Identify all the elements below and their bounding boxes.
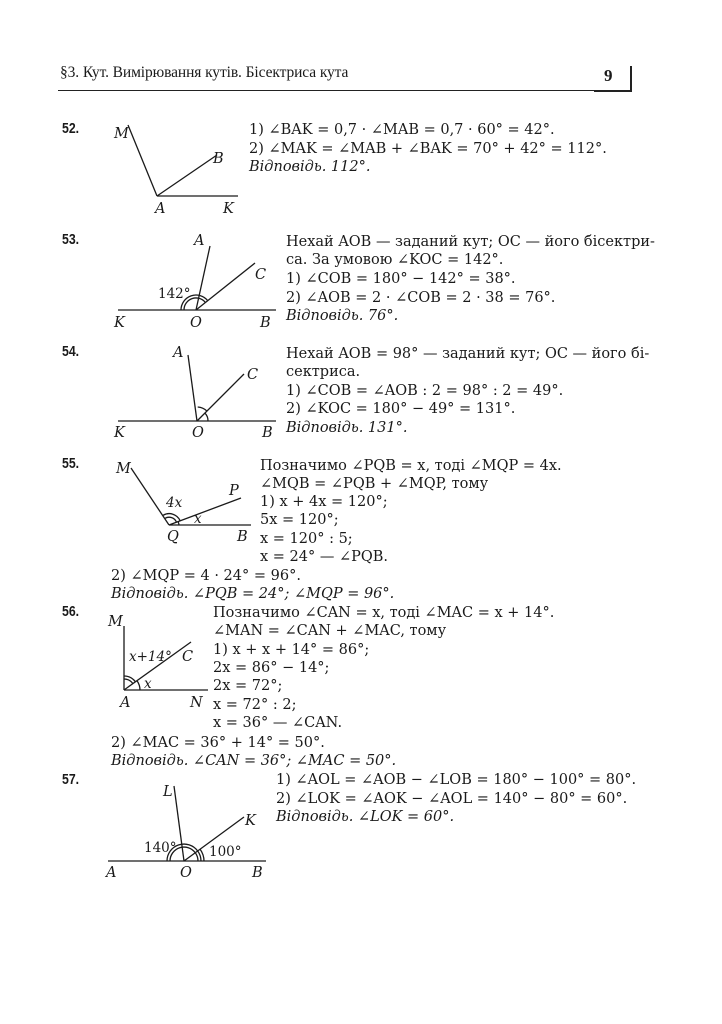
solution-line: Позначимо ∠CAN = x, тоді ∠MAC = x + 14°. bbox=[213, 605, 555, 621]
point-label: C bbox=[247, 367, 259, 383]
diagram-54 bbox=[118, 355, 276, 421]
solution-line: Нехай AOB — заданий кут; OC — його бісектри- bbox=[286, 234, 655, 250]
solution-line: 1) ∠AOL = ∠AOB − ∠LOB = 180° − 100° = 80°. bbox=[276, 772, 637, 788]
point-label: B bbox=[262, 425, 273, 441]
solution-line: Позначимо ∠PQB = x, тоді ∠MQP = 4x. bbox=[260, 458, 562, 474]
solution-line: 1) x + x + 14° = 86°; bbox=[213, 642, 370, 658]
point-label: M bbox=[116, 461, 131, 477]
problem-number: 56. bbox=[62, 603, 80, 620]
solution-line: x = 120° : 5; bbox=[260, 531, 353, 547]
problem-number: 55. bbox=[62, 455, 80, 472]
running-header: §3. Кут. Вимірювання кутів. Бісектриса кута bbox=[60, 64, 349, 81]
problem-number: 54. bbox=[62, 343, 80, 360]
solution-line: са. За умовою ∠KOC = 142°. bbox=[286, 252, 504, 268]
solution-line: x = 72° : 2; bbox=[213, 697, 297, 713]
point-label: O bbox=[180, 865, 192, 881]
solution-line: сектриса. bbox=[286, 364, 361, 380]
solution-line: x = 36° — ∠CAN. bbox=[213, 715, 343, 731]
answer-line: Відповідь. ∠LOK = 60°. bbox=[276, 809, 455, 825]
point-label: K bbox=[245, 813, 256, 829]
point-label: A bbox=[194, 233, 205, 249]
point-label: K bbox=[223, 201, 234, 217]
point-label: M bbox=[114, 126, 129, 142]
solution-line: ∠MAN = ∠CAN + ∠MAC, тому bbox=[213, 623, 447, 639]
problem-number: 57. bbox=[62, 771, 80, 788]
answer-line: Відповідь. ∠CAN = 36°; ∠MAC = 50°. bbox=[111, 753, 397, 769]
angle-label: 4x bbox=[166, 495, 183, 511]
solution-line: 5x = 120°; bbox=[260, 512, 339, 528]
solution-line: ∠MQB = ∠PQB + ∠MQP, тому bbox=[260, 476, 489, 492]
solution-line: 1) ∠BAK = 0,7 · ∠MAB = 0,7 · 60° = 42°. bbox=[249, 122, 555, 138]
answer-line: Відповідь. 112°. bbox=[249, 159, 371, 175]
point-label: A bbox=[120, 695, 131, 711]
solution-line: 2) ∠MAC = 36° + 14° = 50°. bbox=[111, 735, 325, 751]
problem-number: 52. bbox=[62, 120, 80, 137]
point-label: C bbox=[255, 267, 267, 283]
point-label: N bbox=[190, 695, 203, 711]
angle-label: 100° bbox=[209, 844, 242, 860]
page-number: 9 bbox=[604, 66, 613, 85]
angle-label: x+14° bbox=[129, 649, 172, 665]
point-label: O bbox=[192, 425, 204, 441]
point-label: A bbox=[106, 865, 117, 881]
solution-line: 1) ∠COB = ∠AOB : 2 = 98° : 2 = 49°. bbox=[286, 383, 564, 399]
angle-label: 140° bbox=[144, 840, 177, 856]
point-label: K bbox=[114, 425, 125, 441]
angle-label: x bbox=[144, 676, 152, 692]
solution-line: 2) ∠LOK = ∠AOK − ∠AOL = 140° − 80° = 60°. bbox=[276, 791, 628, 807]
angle-label: 142° bbox=[158, 286, 191, 302]
diagram-57 bbox=[108, 786, 266, 861]
diagram-53 bbox=[118, 246, 276, 310]
solution-line: 2x = 86° − 14°; bbox=[213, 660, 330, 676]
solution-line: 1) ∠COB = 180° − 142° = 38°. bbox=[286, 271, 516, 287]
solution-line: 2) ∠AOB = 2 · ∠COB = 2 · 38 = 76°. bbox=[286, 290, 556, 306]
solution-line: 1) x + 4x = 120°; bbox=[260, 494, 388, 510]
angle-label: x bbox=[194, 511, 202, 527]
solution-line: Нехай AOB = 98° — заданий кут; OC — його бі- bbox=[286, 346, 650, 362]
point-label: A bbox=[173, 345, 184, 361]
answer-line: Відповідь. 76°. bbox=[286, 308, 399, 324]
solution-line: 2) ∠KOC = 180° − 49° = 131°. bbox=[286, 401, 516, 417]
point-label: O bbox=[190, 315, 202, 331]
solution-line: 2x = 72°; bbox=[213, 678, 283, 694]
point-label: L bbox=[163, 784, 173, 800]
solution-line: 2) ∠MQP = 4 · 24° = 96°. bbox=[111, 568, 301, 584]
solution-line: 2) ∠MAK = ∠MAB + ∠BAK = 70° + 42° = 112°. bbox=[249, 141, 607, 157]
point-label: B bbox=[213, 151, 224, 167]
point-label: M bbox=[108, 614, 123, 630]
answer-line: Відповідь. ∠PQB = 24°; ∠MQP = 96°. bbox=[111, 586, 395, 602]
point-label: A bbox=[155, 201, 166, 217]
point-label: B bbox=[252, 865, 263, 881]
point-label: B bbox=[237, 529, 248, 545]
answer-line: Відповідь. 131°. bbox=[286, 420, 408, 436]
point-label: C bbox=[182, 649, 194, 665]
point-label: P bbox=[229, 483, 239, 499]
problem-number: 53. bbox=[62, 231, 80, 248]
solution-line: x = 24° — ∠PQB. bbox=[260, 549, 389, 565]
point-label: B bbox=[260, 315, 271, 331]
point-label: K bbox=[114, 315, 125, 331]
point-label: Q bbox=[167, 529, 179, 545]
